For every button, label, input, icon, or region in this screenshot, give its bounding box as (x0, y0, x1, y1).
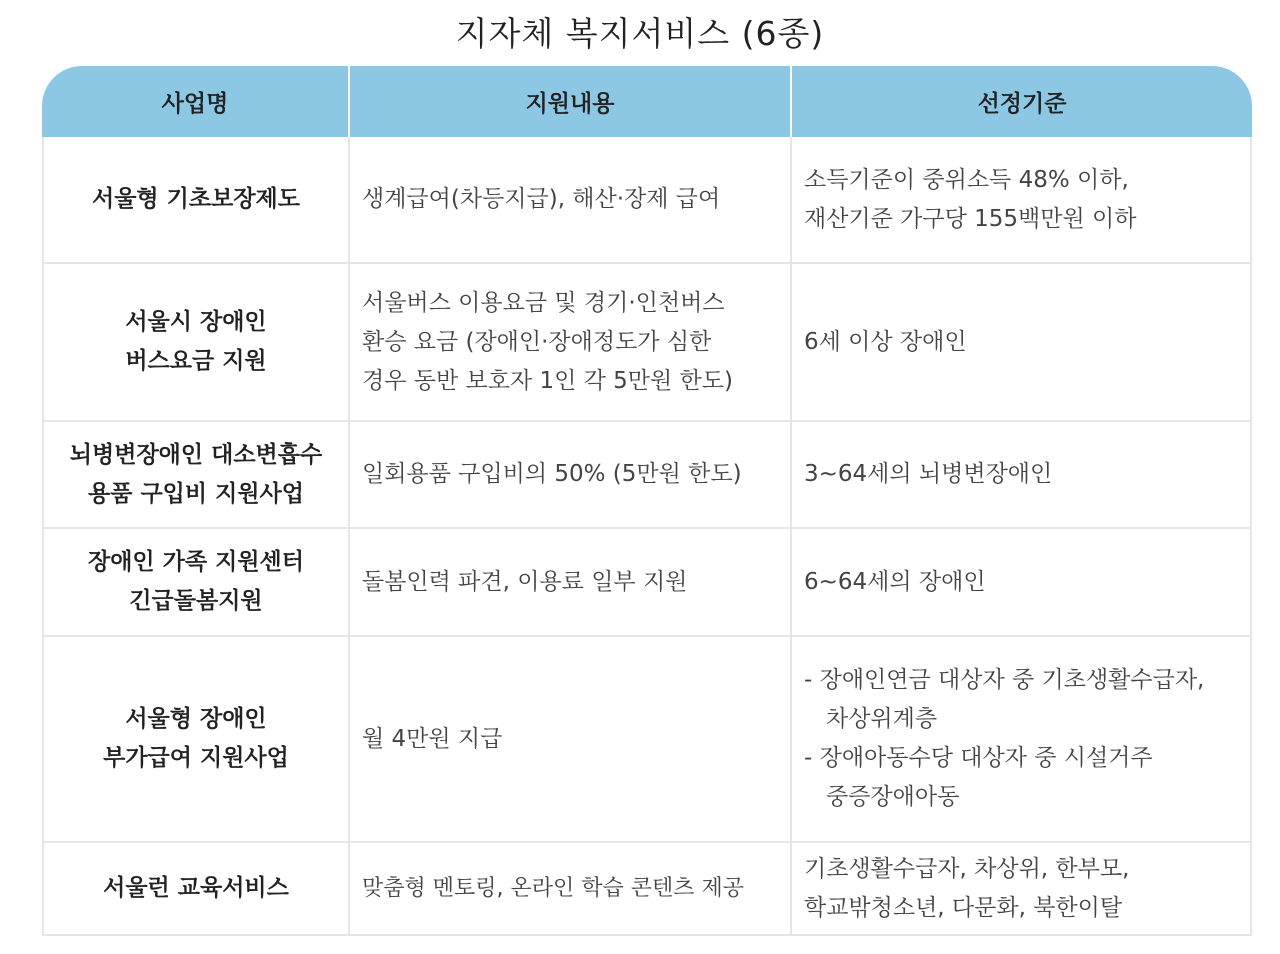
criteria-line: 6~64세의 장애인 (804, 568, 986, 595)
program-name-line: 버스요금 지원 (125, 348, 267, 374)
program-name-cell (42, 137, 350, 264)
criteria-line: 학교밖청소년, 다문화, 북한이탈 (804, 894, 1123, 921)
header-selection-criteria: 선정기준 (792, 66, 1252, 137)
program-name-line: 서울런 교육서비스 (103, 875, 289, 901)
header-program-name: 사업명 (42, 66, 350, 137)
program-name-line: 장애인 가족 지원센터 (88, 549, 304, 575)
criteria-cell (792, 529, 1252, 637)
support-line: 경우 동반 보호자 1인 각 5만원 한도) (362, 367, 733, 394)
criteria-cell (792, 137, 1252, 264)
criteria-line: - 장애아동수당 대상자 중 시설거주 (804, 745, 1153, 771)
program-name-line: 서울형 기초보장제도 (92, 186, 300, 212)
welfare-services-table (42, 66, 1252, 936)
criteria-line: 중증장애아동 (826, 784, 960, 810)
criteria-cell (792, 843, 1252, 936)
program-name-line: 용품 구입비 지원사업 (88, 480, 304, 507)
table-row (42, 137, 1252, 264)
criteria-line: - 장애인연금 대상자 중 기초생활수급자, (804, 667, 1205, 693)
criteria-cell (792, 422, 1252, 529)
criteria-line: 차상위계층 (826, 706, 938, 732)
header-support-content: 지원내용 (350, 66, 792, 137)
program-name-line: 긴급돌봄지원 (129, 588, 263, 614)
program-name-line: 뇌병변장애인 대소변흡수 (69, 441, 323, 468)
support-content-cell (350, 264, 792, 422)
page-title: 지자체 복지서비스 (6종) (455, 14, 825, 53)
support-line: 환승 요금 (장애인·장애정도가 심한 (362, 328, 712, 355)
table-row (42, 422, 1252, 529)
table-row (42, 264, 1252, 422)
table-header (42, 66, 1252, 137)
support-line: 돌봄인력 파견, 이용료 일부 지원 (362, 568, 688, 595)
support-content-cell (350, 637, 792, 843)
program-name-cell (42, 264, 350, 422)
criteria-line: 재산기준 가구당 155백만원 이하 (804, 205, 1137, 232)
criteria-cell (792, 637, 1252, 843)
table-row (42, 843, 1252, 936)
support-line: 월 4만원 지급 (362, 725, 503, 752)
program-name-line: 서울시 장애인 (125, 309, 267, 335)
support-content-cell (350, 422, 792, 529)
support-content-cell (350, 137, 792, 264)
criteria-cell (792, 264, 1252, 422)
program-name-line: 서울형 장애인 (125, 706, 267, 732)
support-line: 일회용품 구입비의 50% (5만원 한도) (362, 461, 742, 487)
support-content-cell (350, 529, 792, 637)
support-line: 맞춤형 멘토링, 온라인 학습 콘텐츠 제공 (362, 876, 744, 901)
table-row (42, 529, 1252, 637)
support-line: 생계급여(차등지급), 해산·장제 급여 (362, 186, 721, 212)
criteria-line: 소득기준이 중위소득 48% 이하, (804, 166, 1129, 193)
program-name-line: 부가급여 지원사업 (103, 745, 289, 771)
program-name-cell (42, 529, 350, 637)
support-content-cell (350, 843, 792, 936)
program-name-cell (42, 422, 350, 529)
criteria-line: 기초생활수급자, 차상위, 한부모, (804, 855, 1130, 882)
support-line: 서울버스 이용요금 및 경기·인천버스 (362, 289, 725, 316)
table-row (42, 637, 1252, 843)
program-name-cell (42, 843, 350, 936)
criteria-line: 6세 이상 장애인 (804, 328, 967, 355)
program-name-cell (42, 637, 350, 843)
criteria-line: 3~64세의 뇌병변장애인 (804, 461, 1053, 487)
